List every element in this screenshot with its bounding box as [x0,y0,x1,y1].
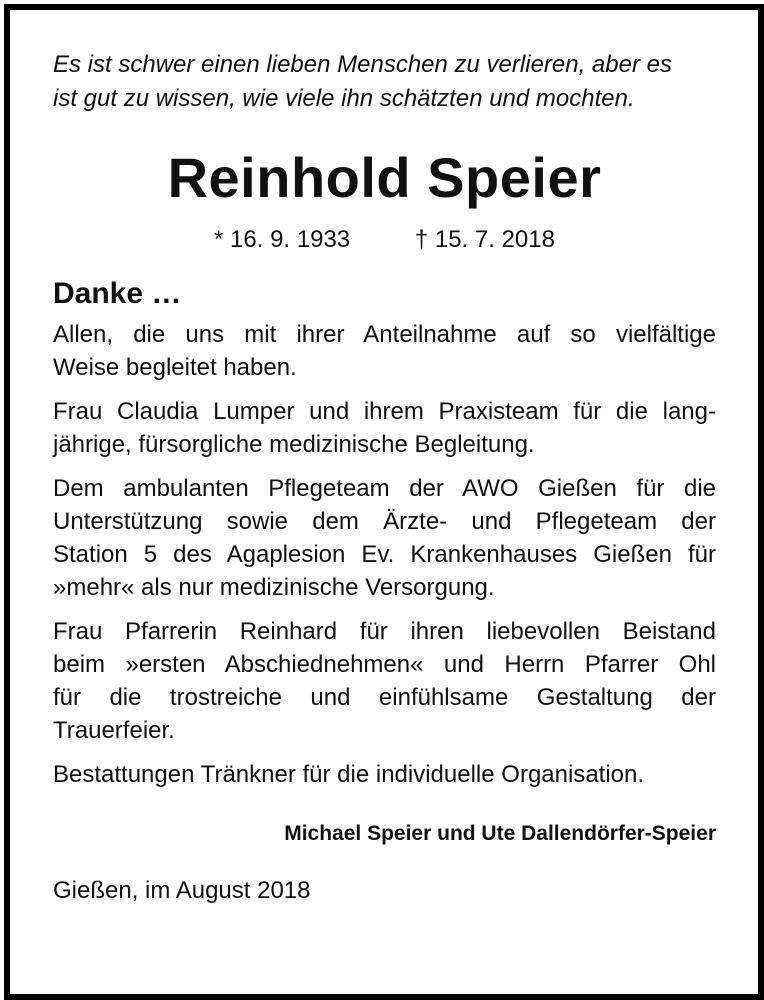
paragraph-line: Frau Pfarrerin Reinhard für ihren liebevollen Beistand [53,618,716,645]
life-dates [53,224,716,256]
paragraph-line: Bestattungen Tränkner für die individuelle Organisation. [53,761,645,788]
motto-line: Es ist schwer einen lieben Menschen zu verlieren, aber es [53,51,672,78]
obituary-notice [53,48,716,907]
paragraph-line: jährige, fürsorgliche medizinische Begleitung. [53,431,535,458]
motto-line: ist gut zu wissen, wie viele ihn schätzten und mochten. [53,85,635,112]
thanks-paragraph [53,615,716,747]
paragraph-line: für die trostreiche und einfühlsame Gestaltung der [53,684,716,711]
paragraph-line: Unterstützung sowie dem Ärzte- und Pflegeteam der [53,508,716,535]
thanks-heading: Danke … [53,277,182,310]
thanks-paragraph [53,318,716,384]
thanks-paragraph [53,758,716,791]
paragraph-line: Station 5 des Agaplesion Ev. Krankenhauses Gießen für [53,541,716,568]
paragraph-line: Weise begleitet haben. [53,354,297,381]
signature: Michael Speier und Ute Dallendörfer-Speier [284,822,716,845]
death-date: † 15. 7. 2018 [414,226,555,253]
birth-date: * 16. 9. 1933 [214,226,351,253]
place-date: Gießen, im August 2018 [53,877,311,904]
paragraph-line: Allen, die uns mit ihrer Anteilnahme auf so vielfältige [53,321,716,348]
paragraph-line: Trauerfeier. [53,717,175,744]
deceased-name: Reinhold Speier [167,146,602,209]
paragraph-line: »mehr« als nur medizinische Versorgung. [53,574,495,601]
thanks-paragraph [53,395,716,461]
paragraph-line: beim »ersten Abschiednehmen« und Herrn Pfarrer Ohl [53,651,716,678]
motto-quote [53,48,716,116]
paragraph-line: Dem ambulanten Pflegeteam der AWO Gießen für die [53,475,716,502]
thanks-paragraph [53,472,716,604]
paragraph-line: Frau Claudia Lumper und ihrem Praxisteam für die lang- [53,398,716,425]
